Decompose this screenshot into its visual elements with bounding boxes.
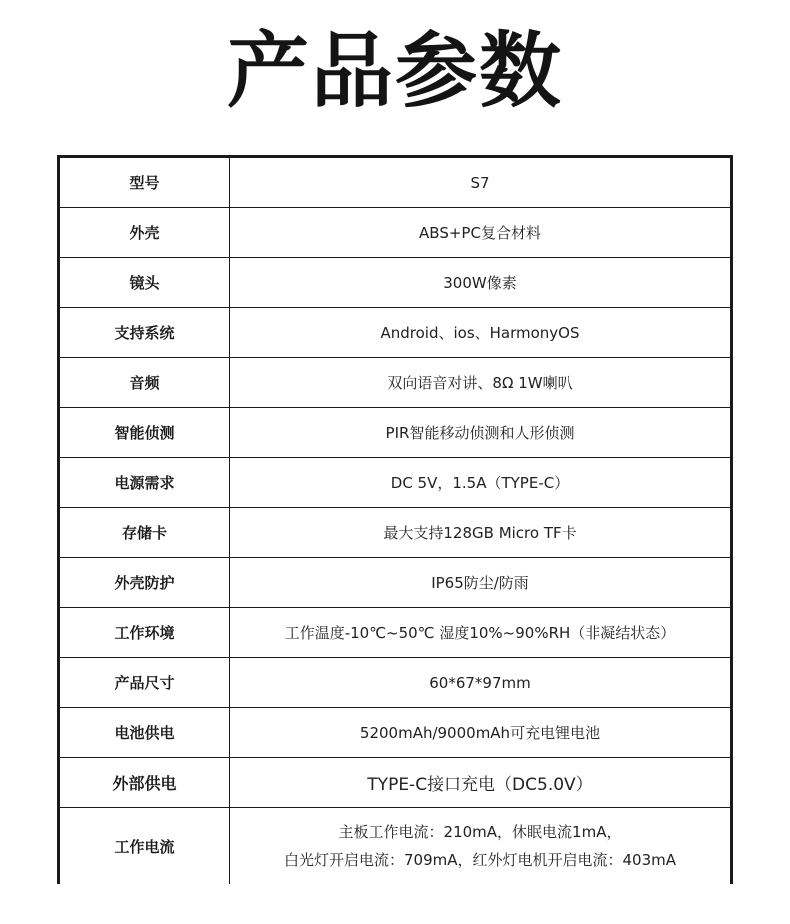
spec-label: 镜头 — [59, 258, 230, 308]
table-row — [59, 208, 732, 258]
spec-value: Android、ios、HarmonyOS — [230, 308, 732, 358]
table-row — [59, 258, 732, 308]
spec-label: 存储卡 — [59, 508, 230, 558]
page-title: 产品参数 — [226, 24, 563, 119]
spec-value: 5200mAh/9000mAh可充电锂电池 — [230, 708, 732, 758]
spec-label: 外壳防护 — [59, 558, 230, 608]
spec-value: ABS+PC复合材料 — [230, 208, 732, 258]
spec-label: 外部供电 — [59, 758, 230, 808]
spec-value: PIR智能移动侦测和人形侦测 — [230, 408, 732, 458]
spec-label: 电池供电 — [59, 708, 230, 758]
spec-label: 电源需求 — [59, 458, 230, 508]
spec-label: 工作电流 — [59, 808, 230, 885]
table-row — [59, 157, 732, 208]
spec-value: 最大支持128GB Micro TF卡 — [230, 508, 732, 558]
table-row — [59, 608, 732, 658]
spec-value-line: 主板工作电流：210mA，休眠电流1mA， — [338, 823, 622, 841]
spec-value: IP65防尘/防雨 — [230, 558, 732, 608]
spec-label: 支持系统 — [59, 308, 230, 358]
spec-label: 产品尺寸 — [59, 658, 230, 708]
spec-value: DC 5V，1.5A（TYPE-C） — [230, 458, 732, 508]
spec-value — [230, 808, 732, 885]
spec-value: TYPE-C接口充电（DC5.0V） — [230, 758, 732, 808]
table-row — [59, 708, 732, 758]
spec-value: 60*67*97mm — [230, 658, 732, 708]
spec-table — [57, 155, 733, 884]
spec-value: S7 — [230, 157, 732, 208]
spec-label: 音频 — [59, 358, 230, 408]
table-row — [59, 308, 732, 358]
table-row — [59, 558, 732, 608]
spec-label: 型号 — [59, 157, 230, 208]
spec-value: 双向语音对讲、8Ω 1W喇叭 — [230, 358, 732, 408]
table-row — [59, 658, 732, 708]
spec-label: 外壳 — [59, 208, 230, 258]
table-row — [59, 808, 732, 885]
spec-value: 300W像素 — [230, 258, 732, 308]
table-row — [59, 758, 732, 808]
spec-label: 工作环境 — [59, 608, 230, 658]
table-row — [59, 358, 732, 408]
spec-value: 工作温度-10℃~50℃ 湿度10%~90%RH（非凝结状态） — [230, 608, 732, 658]
spec-label: 智能侦测 — [59, 408, 230, 458]
table-row — [59, 508, 732, 558]
table-row — [59, 458, 732, 508]
spec-value-line: 白光灯开启电流：709mA，红外灯电机开启电流：403mA — [283, 851, 676, 869]
table-row — [59, 408, 732, 458]
